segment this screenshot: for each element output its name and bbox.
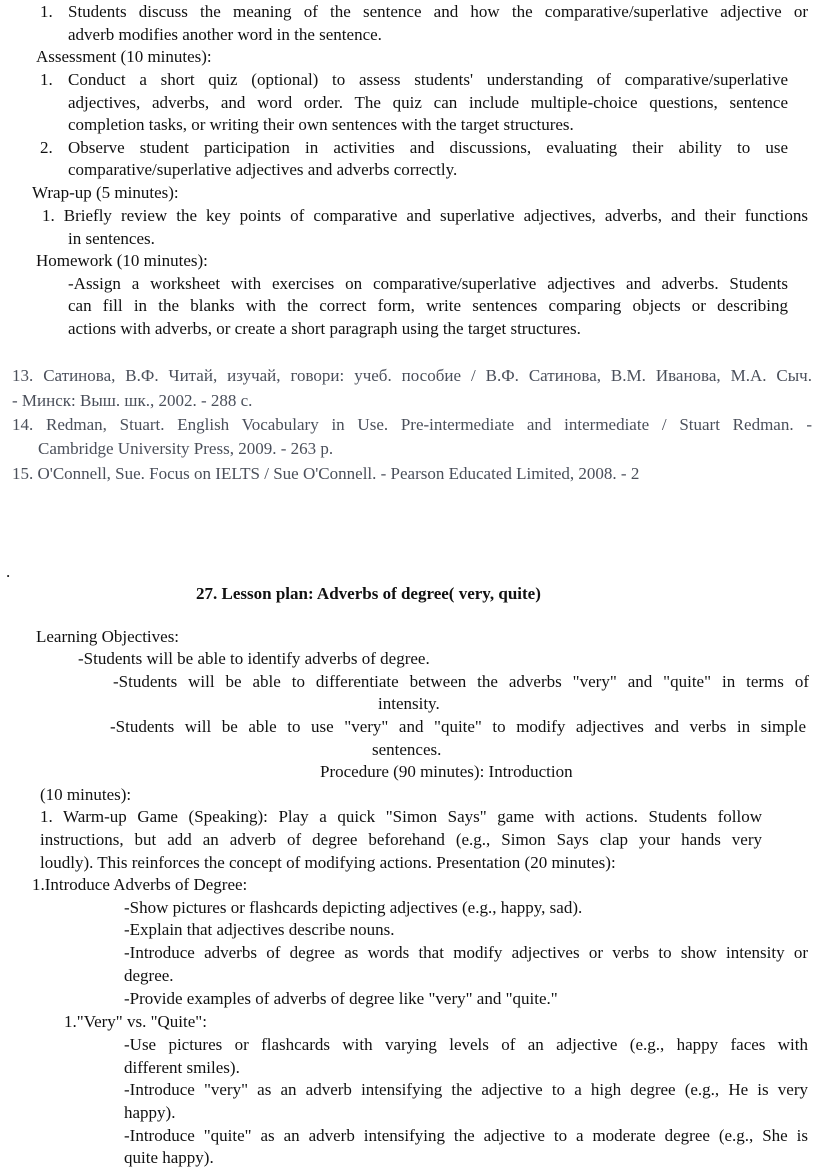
section-heading-assessment: Assessment (10 minutes):	[36, 47, 212, 66]
paragraph-line: 1. Briefly review the key points of comparative and superlative adjectives, adverbs, and their functions	[42, 206, 808, 225]
intro-heading: 1.Introduce Adverbs of Degree:	[32, 875, 248, 894]
paragraph-line: in sentences.	[68, 229, 155, 248]
section-heading-homework: Homework (10 minutes):	[36, 251, 208, 270]
procedure-heading: Procedure (90 minutes): Introduction	[320, 762, 573, 781]
paragraph-line: actions with adverbs, or create a short paragraph using the target structures.	[68, 319, 581, 338]
paragraph-line: comparative/superlative adjectives and adverbs correctly.	[68, 160, 458, 179]
reference-14: 14. Redman, Stuart. English Vocabulary in Use. Pre-intermediate and intermediate / Stuart Redman. -	[12, 415, 812, 434]
section-heading-wrapup: Wrap-up (5 minutes):	[32, 183, 179, 202]
bullet-line: -Explain that adjectives describe nouns.	[124, 920, 395, 939]
very-quite-heading: 1."Very" vs. "Quite":	[64, 1012, 207, 1031]
bullet-line: different smiles).	[124, 1058, 240, 1077]
reference-13-cont: - Минск: Выш. шк., 2002. - 288 с.	[12, 391, 253, 410]
objective-line: -Students will be able to identify adverbs of degree.	[78, 649, 430, 668]
lesson-title: 27. Lesson plan: Adverbs of degree( very, quite)	[196, 584, 541, 603]
paragraph-line: Conduct a short quiz (optional) to assess students' understanding of comparative/superlative	[68, 70, 788, 89]
objective-line: sentences.	[372, 740, 442, 759]
reference-15: 15. O'Connell, Sue. Focus on IELTS / Sue O'Connell. - Pearson Educated Limited, 2008. - 2	[12, 464, 640, 483]
paragraph-line: Observe student participation in activities and discussions, evaluating their ability to use	[68, 138, 788, 157]
paragraph-line: -Assign a worksheet with exercises on comparative/superlative adjectives and adverbs. Students	[68, 274, 788, 293]
warmup-line: loudly). This reinforces the concept of modifying actions. Presentation (20 minutes):	[40, 853, 616, 872]
bullet-line: -Introduce "quite" as an adverb intensifying the adjective to a moderate degree (e.g., She is	[124, 1126, 808, 1145]
bullet-line: -Introduce adverbs of degree as words that modify adjectives or verbs to show intensity or	[124, 943, 808, 962]
paragraph-line: adjectives, adverbs, and word order. The quiz can include multiple-choice questions, sentence	[68, 93, 788, 112]
reference-13: 13. Сатинова, В.Ф. Читай, изучай, говори: учеб. пособие / В.Ф. Сатинова, В.М. Иванова, М.А. Сыч.	[12, 366, 812, 385]
objective-line: -Students will be able to differentiate between the adverbs "very" and "quite" in terms of	[113, 672, 809, 691]
bullet-line: quite happy).	[124, 1148, 214, 1167]
bullet-line: -Show pictures or flashcards depicting adjectives (e.g., happy, sad).	[124, 898, 583, 917]
paragraph-line: adverb modifies another word in the sentence.	[68, 25, 382, 44]
objectives-heading: Learning Objectives:	[36, 627, 180, 646]
list-number: 1.	[40, 2, 53, 21]
bullet-line: happy).	[124, 1103, 176, 1122]
paragraph-line: Students discuss the meaning of the sentence and how the comparative/superlative adjective or	[68, 2, 808, 21]
bullet-line: degree.	[124, 966, 174, 985]
reference-14-cont: Cambridge University Press, 2009. - 263 p.	[38, 439, 334, 458]
warmup-line: instructions, but add an adverb of degree beforehand (e.g., Simon Says clap your hands very	[40, 830, 762, 849]
list-number: 2.	[40, 138, 53, 157]
paragraph-line: can fill in the blanks with the correct form, write sentences comparing objects or describing	[68, 296, 788, 315]
objective-line: intensity.	[378, 694, 440, 713]
bullet-line: -Provide examples of adverbs of degree like "very" and "quite."	[124, 989, 558, 1008]
stray-dot: .	[6, 562, 11, 581]
duration-line: (10 minutes):	[40, 785, 132, 804]
bullet-line: -Use pictures or flashcards with varying levels of an adjective (e.g., happy faces with	[124, 1035, 808, 1054]
warmup-line: 1. Warm-up Game (Speaking): Play a quick "Simon Says" game with actions. Students follow	[40, 807, 762, 826]
paragraph-line: completion tasks, or writing their own sentences with the target structures.	[68, 115, 574, 134]
objective-line: -Students will be able to use "very" and "quite" to modify adjectives and verbs in simple	[110, 717, 806, 736]
bullet-line: -Introduce "very" as an adverb intensifying the adjective to a high degree (e.g., He is very	[124, 1080, 808, 1099]
list-number: 1.	[40, 70, 53, 89]
